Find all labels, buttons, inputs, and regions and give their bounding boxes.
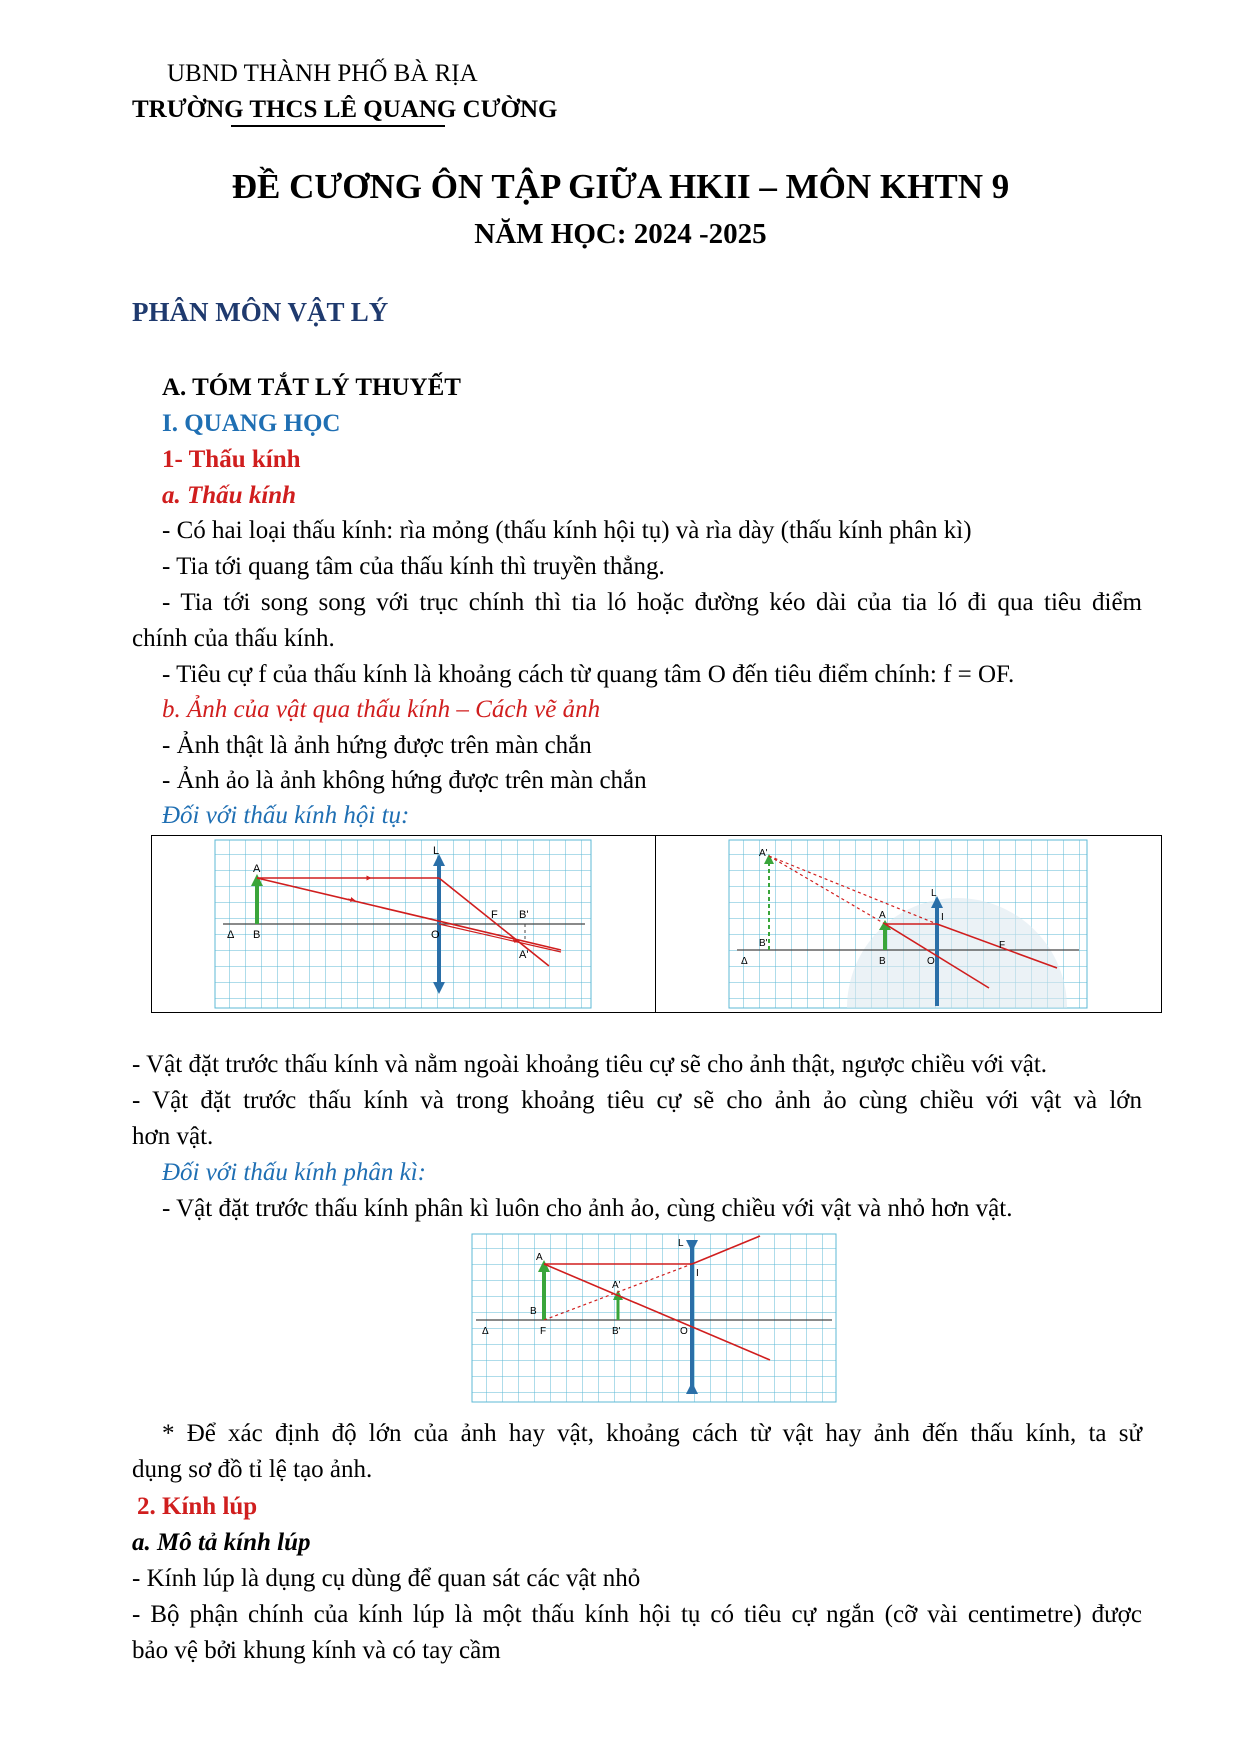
label-delta: Δ [482, 1326, 489, 1337]
diverging-heading: Đối với thấu kính phân kì: [162, 1159, 426, 1186]
label-a: A [536, 1252, 543, 1263]
diagram-cell-virtual-image [655, 836, 1161, 1013]
label-i: I [941, 912, 945, 923]
subtopic-heading: a. Thấu kính [162, 482, 297, 509]
converging-point-2: - Vật đặt trước thấu kính và trong khoảng tiêu cự sẽ cho ảnh ảo cùng chiều với vật và lớn [132, 1087, 1142, 1114]
lens-point-4: - Tiêu cự f của thấu kính là khoảng cách từ quang tâm O đến tiêu điểm chính: f = OF. [162, 661, 1015, 688]
label-b-prime: B' [759, 938, 768, 949]
label-a-prime: A' [612, 1280, 621, 1291]
label-b: B [879, 956, 886, 967]
converging-point-1: - Vật đặt trước thấu kính và nằm ngoài khoảng tiêu cự sẽ cho ảnh thật, ngược chiều với vật. [132, 1051, 1048, 1078]
diagram-cell-real-image [152, 836, 656, 1013]
scale-note-cont: dụng sơ đồ tỉ lệ tạo ảnh. [132, 1456, 373, 1483]
label-l: L [678, 1238, 684, 1249]
label-l: L [931, 888, 937, 899]
label-l: L [433, 845, 440, 857]
label-o: O [927, 956, 936, 967]
label-o: O [680, 1326, 688, 1337]
lens-point-3: - Tia tới song song với trục chính thì tia ló hoặc đường kéo dài của tia ló đi qua tiêu điểm [162, 589, 1142, 616]
image-heading: b. Ảnh của vật qua thấu kính – Cách vẽ ảnh [162, 696, 601, 723]
subject-heading: PHÂN MÔN VẬT LÝ [132, 297, 389, 327]
magnifier-line-2: - Bộ phận chính của kính lúp là một thấu kính hội tụ có tiêu cự ngắn (cỡ vài centimetre) được [132, 1601, 1142, 1628]
label-a: A [253, 863, 261, 875]
magnifier-heading: 2. Kính lúp [137, 1493, 258, 1520]
document-title: ĐỀ CƯƠNG ÔN TẬP GIỮA HKII – MÔN KHTN 9 [231, 167, 1010, 206]
label-f: F [999, 940, 1006, 951]
label-delta: Δ [741, 956, 748, 967]
magnifier-line-3: bảo vệ bởi khung kính và có tay cầm [132, 1637, 501, 1664]
org-name: UBND THÀNH PHỐ BÀ RỊA [167, 60, 478, 87]
virtual-image-text: - Ảnh ảo là ảnh không hứng được trên màn chắn [162, 767, 647, 794]
chapter-heading: I. QUANG HỌC [162, 410, 341, 437]
lens-point-2: - Tia tới quang tâm của thấu kính thì truyền thẳng. [162, 553, 665, 580]
real-image-diagram [213, 838, 593, 1010]
label-b: B [530, 1306, 537, 1317]
label-a-prime: A' [759, 848, 768, 859]
topic-heading: 1- Thấu kính [162, 446, 301, 473]
lens-point-3-cont: chính của thấu kính. [132, 625, 335, 652]
label-delta: Δ [227, 929, 235, 941]
school-underline [231, 125, 445, 127]
converging-point-2-cont: hơn vật. [132, 1123, 214, 1150]
diverging-point: - Vật đặt trước thấu kính phân kì luôn cho ảnh ảo, cùng chiều với vật và nhỏ hơn vật. [162, 1195, 1013, 1222]
diverging-lens-diagram [470, 1232, 838, 1404]
label-f: F [540, 1326, 547, 1337]
label-b-prime: B' [519, 909, 529, 921]
label-b: B [253, 929, 261, 941]
converging-heading: Đối với thấu kính hội tụ: [162, 802, 410, 829]
magnifier-subheading: a. Mô tả kính lúp [132, 1529, 311, 1556]
magnifier-line-1: - Kính lúp là dụng cụ dùng để quan sát các vật nhỏ [132, 1565, 641, 1592]
part-a-heading: A. TÓM TẮT LÝ THUYẾT [162, 374, 461, 401]
label-b-prime: B' [612, 1326, 621, 1337]
virtual-image-diagram [727, 838, 1089, 1010]
school-name: TRƯỜNG THCS LÊ QUANG CƯỜNG [132, 96, 558, 123]
lens-point-1: - Có hai loại thấu kính: rìa mỏng (thấu kính hội tụ) và rìa dày (thấu kính phân kì) [162, 517, 972, 544]
school-year: NĂM HỌC: 2024 -2025 [474, 218, 767, 250]
label-o: O [431, 929, 440, 941]
scale-note: * Để xác định độ lớn của ảnh hay vật, khoảng cách từ vật hay ảnh đến thấu kính, ta sử [162, 1420, 1142, 1447]
label-a: A [879, 910, 886, 921]
converging-diagrams-table [151, 835, 1162, 1013]
label-f: F [491, 909, 499, 921]
label-a-prime: A' [519, 949, 529, 961]
label-i: I [696, 1268, 699, 1279]
real-image-text: - Ảnh thật là ảnh hứng được trên màn chắn [162, 732, 592, 759]
